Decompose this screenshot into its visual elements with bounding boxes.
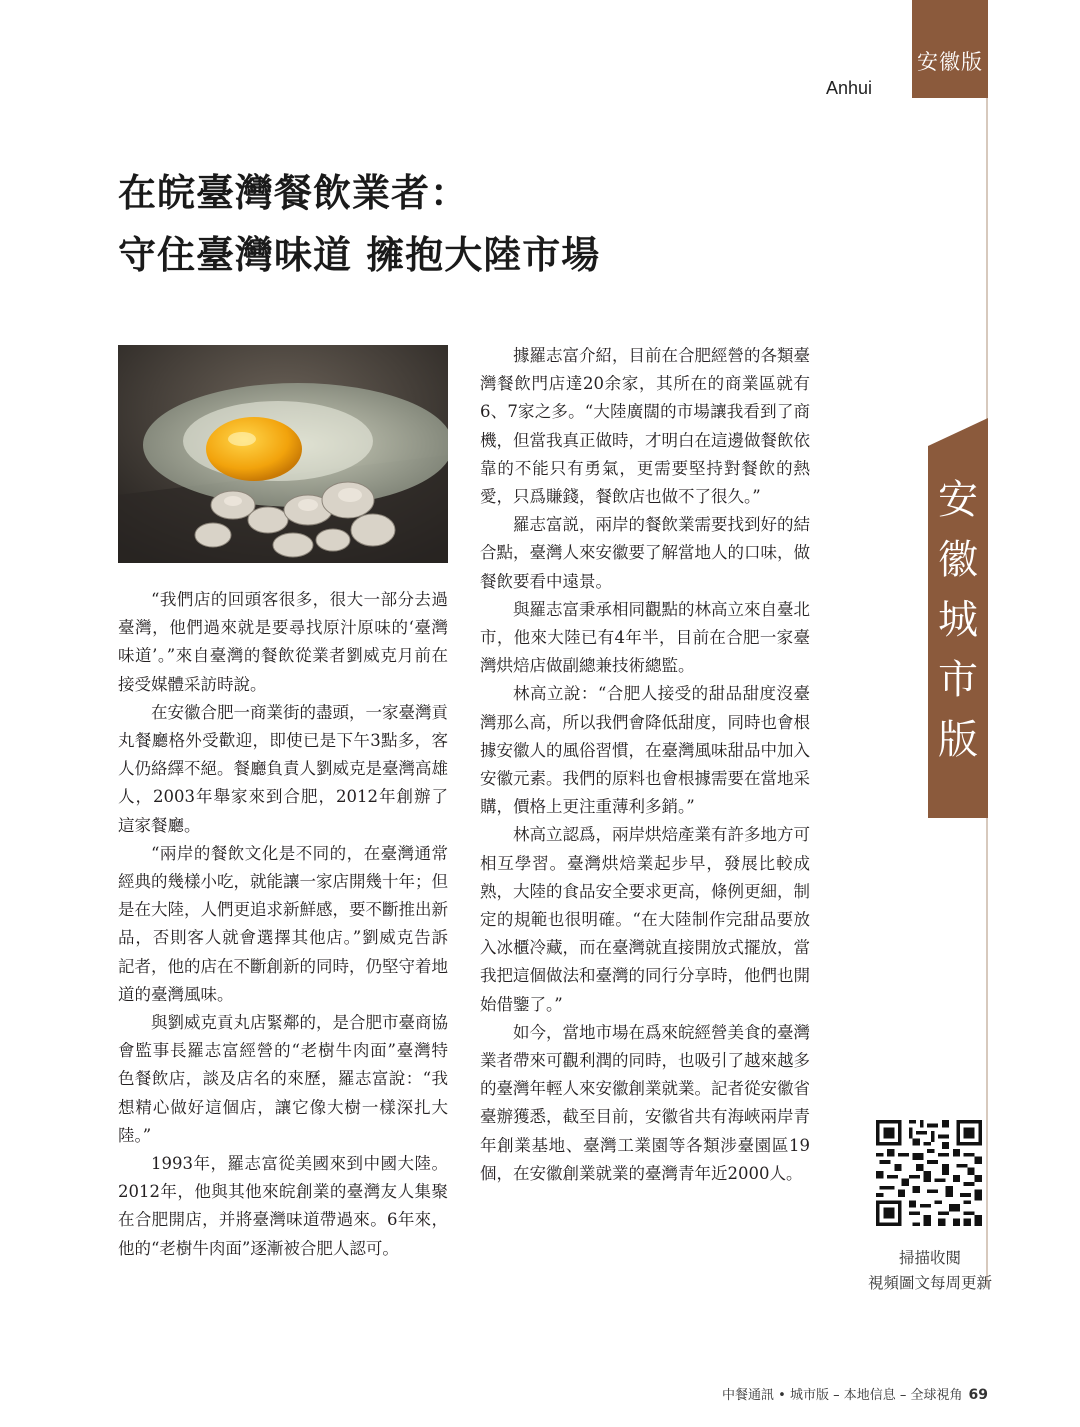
qr-caption-line-1: 掃描收閱 [898, 1249, 961, 1267]
paragraph: 如今，當地市場在爲來皖經營美食的臺灣業者帶來可觀利潤的同時，也吸引了越來越多的臺灣年輕人來安徽創業就業。記者從安徽省臺辦獲悉，截至目前，安徽省共有海峽兩岸青年創業基地、臺灣工業園等各類涉臺園區19個，在安徽創業就業的臺灣青年近2000人。 [480, 1022, 810, 1183]
page-number: 69 [968, 1387, 988, 1403]
article-column-left [118, 586, 448, 1263]
egg-and-clams-photo [118, 345, 448, 563]
section-label-en: Anhui [826, 78, 873, 98]
paragraph: 與羅志富秉承相同觀點的林高立來自臺北市，他來大陸已有4年半，目前在合肥一家臺灣烘焙店做副總兼技術總監。 [480, 599, 810, 676]
article-column-right [480, 342, 810, 1188]
title-line-1: 在皖臺灣餐飲業者： [118, 170, 470, 215]
page-footer [722, 1384, 988, 1403]
paragraph: 在安徽合肥一商業街的盡頭，一家臺灣貢丸餐廳格外受歡迎，即使已是下午3點多，客人仍絡繹不絕。餐廳負責人劉威克是臺灣高雄人，2003年舉家來到合肥，2012年創辦了這家餐廳。 [118, 702, 448, 835]
photo-illustration [118, 345, 448, 563]
paragraph: 與劉威克貢丸店緊鄰的，是合肥市臺商協會監事長羅志富經營的“老樹牛肉面”臺灣特色餐飲店，談及店名的來歷，羅志富說：“我想精心做好這個店，讓它像大樹一樣深扎大陸。” [118, 1013, 448, 1145]
title-line-2: 守住臺灣味道 擁抱大陸市場 [118, 232, 601, 277]
article-title [118, 162, 600, 286]
footer-text: 中餐通訊 • 城市版 – 本地信息 – 全球視角 [722, 1388, 963, 1403]
qr-code-icon[interactable] [876, 1120, 982, 1226]
paragraph: “我們店的回頭客很多，很大一部分去過臺灣，他們過來就是要尋找原汁原味的‘臺灣味道’。”來自臺灣的餐飲從業者劉威克月前在接受媒體采訪時說。 [118, 590, 448, 694]
qr-code-graphic [876, 1120, 982, 1226]
edition-tab: 安徽版 [912, 0, 988, 98]
paragraph: 羅志富説，兩岸的餐飲業需要找到好的結合點，臺灣人來安徽要了解當地人的口味，做餐飲要看中遠景。 [480, 515, 810, 591]
qr-caption-line-2: 視頻圖文每周更新 [867, 1274, 992, 1292]
qr-caption [850, 1246, 1010, 1296]
paragraph: 林高立說：“合肥人接受的甜品甜度沒臺灣那么高，所以我們會降低甜度，同時也會根據安徽人的風俗習慣，在臺灣風味甜品中加入安徽元素。我們的原料也會根據需要在當地采購，價格上更注重薄利多銷。” [480, 684, 810, 817]
paragraph: 林高立認爲，兩岸烘焙產業有許多地方可相互學習。臺灣烘焙業起步早，發展比較成熟，大陸的食品安全要求更高，條例更細，制定的規範也很明確。“在大陸制作完甜品要放入冰櫃冷藏，而在臺灣就直接開放式擺放，當我把這個做法和臺灣的同行分享時，他們也開始借鑒了。” [480, 825, 810, 1014]
paragraph: 據羅志富介紹，目前在合肥經營的各類臺灣餐飲門店達20余家，其所在的商業區就有6、7家之多。“大陸廣闊的市場讓我看到了商機，但當我真正做時，才明白在這邊做餐飲依靠的不能只有勇氣，更需要堅持對餐飲的熱愛，只爲賺錢，餐飲店也做不了很久。” [480, 346, 810, 507]
city-edition-banner-text: 安徽城市版 [938, 477, 978, 763]
paragraph: 1993年，羅志富從美國來到中國大陸。2012年，他與其他來皖創業的臺灣友人集聚在合肥開店，并將臺灣味道帶過來。6年來，他的“老樹牛肉面”逐漸被合肥人認可。 [118, 1154, 448, 1258]
paragraph: “兩岸的餐飲文化是不同的，在臺灣通常經典的幾樣小吃，就能讓一家店開幾十年；但是在大陸，人們更追求新鮮感，要不斷推出新品，否則客人就會選擇其他店。”劉威克告訴記者，他的店在不斷創新的同時，仍堅守着地道的臺灣風味。 [118, 843, 448, 1004]
